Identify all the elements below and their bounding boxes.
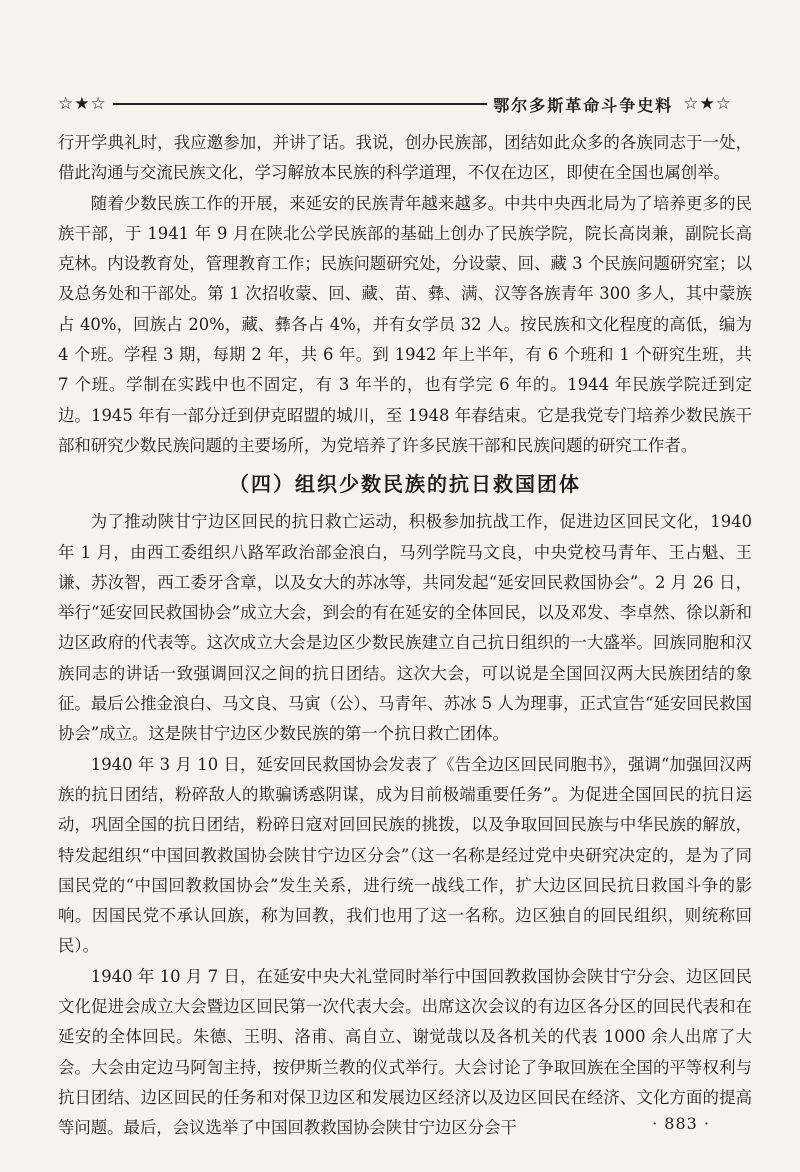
- running-header: [58, 92, 732, 116]
- paragraph: 为了推动陕甘宁边区回民的抗日救亡运动，积极参加抗战工作，促进边区回民文化，1940 年 1 月，由西工委组织八路军政治部金浪白，马列学院马文良，中央党校马青年、王占魁、王谦、苏汝智，西工委牙含章，以及女大的苏冰等，共同发起“延安回民救国协会”。2 月 26 日，举行“延安回民救国协会”成立大会，到会的有在延安的全体回民，以及邓发、李卓然、徐以新和边区政府的代表等。这次成立大会是边区少数民族建立自己抗日组织的一大盛举。回族同胞和汉族同志的讲话一致强调回汉之间的抗日团结。这次大会，可以说是全国回汉两大民族团结的象征。最后公推金浪白、马文良、马寅（公）、马青年、苏冰 5 人为理事，正式宣告“延安回民救国协会”成立。这是陕甘宁边区少数民族的第一个抗日救亡团体。: [58, 512, 752, 744]
- page-number: · 883 ·: [652, 1114, 710, 1133]
- header-rule: [113, 103, 488, 105]
- left-stars-ornament: ☆★☆: [58, 94, 107, 114]
- running-title: 鄂尔多斯革命斗争史料: [493, 95, 674, 115]
- paragraph: 1940 年 3 月 10 日，延安回民救国协会发表了《告全边区回民同胞书》，强调“加强回汉两族的抗日团结，粉碎敌人的欺骗诱惑阴谋，成为目前极端重要任务”。为促进全国回民的抗日运动，巩固全国的抗日团结，粉碎日寇对回回民族的挑拨，以及争取回回民族与中华民族的解放，特发起组织“中国回教救国协会陕甘宁边区分会”（这一名称是经过党中央研究决定的，是为了同国民党的“中国回教救国协会”发生关系，进行统一战线工作，扩大边区回民抗日救国斗争的影响。因国民党不承认回族，称为回教，我们也用了这一名称。边区独自的回民组织，则统称回民）。: [58, 754, 752, 956]
- paragraph: 随着少数民族工作的开展，来延安的民族青年越来越多。中共中央西北局为了培养更多的民族干部，于 1941 年 9 月在陕北公学民族部的基础上创办了民族学院，院长高岗兼，副院长高克林。内设教育处，管理教育工作；民族问题研究处，分设蒙、回、藏 3 个民族问题研究室；以及总务处和干部处。第 1 次招收蒙、回、藏、苗、彝、满、汉等各族青年 300 多人，其中蒙族占 40%，回族占 20%，藏、彝各占 4%，并有女学员 32 人。按民族和文化程度的高低，编为 4 个班。学程 3 期，每期 2 年，共 6 年。到 1942 年上半年，有 6 个班和 1 个研究生班，共 7 个班。学制在实践中也不固定，有 3 年半的，也有学完 6 年的。1944 年民族学院迁到定边。1945 年有一部分迁到伊克昭盟的城川，至 1948 年春结束。它是我党专门培养少数民族干部和研究少数民族问题的主要场所，为党培养了许多民族干部和民族问题的研究工作者。: [58, 193, 752, 455]
- paragraph: 1940 年 10 月 7 日，在延安中央大礼堂同时举行中国回教救国协会陕甘宁分会、边区回民文化促进会成立大会暨边区回民第一次代表大会。出席这次会议的有边区各分区的回民代表和在延安的全体回民。朱德、王明、洛甫、高自立、谢觉哉以及各机关的代表 1000 余人出席了大会。大会由定边马阿訇主持，按伊斯兰教的仪式举行。大会讨论了争取回族在全国的平等权利与抗日团结、边区回民的任务和对保卫边区和发展边区经济以及边区回民在经济、文化方面的提高等问题。最后，会议选举了中国回教救国协会陕甘宁边区分会干: [58, 966, 752, 1138]
- section-heading: （四）组织少数民族的抗日救国团体: [229, 472, 581, 497]
- body-text: [58, 128, 752, 1144]
- paragraph: 行开学典礼时，我应邀参加，并讲了话。我说，创办民族部，团结如此众多的各族同志于一处，借此沟通与交流民族文化，学习解放本民族的科学道理，不仅在边区，即使在全国也属创举。: [58, 133, 752, 183]
- right-stars-ornament: ☆★☆: [683, 94, 732, 114]
